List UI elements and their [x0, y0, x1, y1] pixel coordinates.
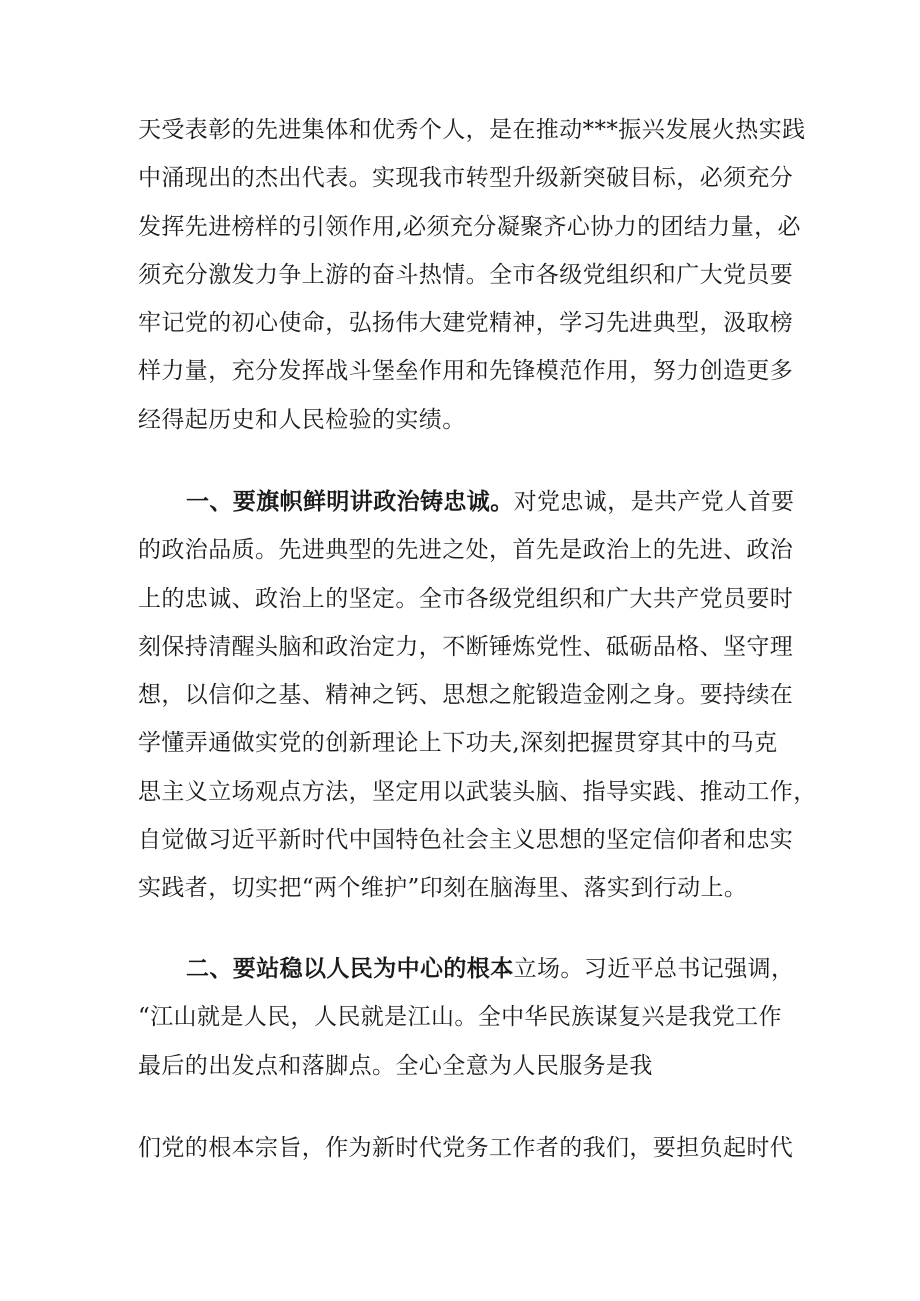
text-line: “江山就是人民，人民就是江山。全中华民族谋复兴是我党工作 — [138, 1004, 782, 1031]
text-line: 们党的根本宗旨，作为新时代党务工作者的我们，要担负起时代 — [138, 1135, 794, 1161]
text-line: 发挥先进榜样的引领作用,必须充分凝聚齐心协力的团结力量，必 — [138, 213, 801, 240]
text-line: 上的忠诚、政治上的坚定。全市各级党组织和广大共产党员要时 — [138, 585, 794, 612]
paragraph-first-line — [138, 945, 798, 993]
text-line: 中涌现出的杰出代表。实现我市转型升级新突破目标，必须充分 — [138, 165, 794, 192]
text-line: 最后的出发点和落脚点。全心全意为人民服务是我 — [138, 1052, 653, 1079]
text-line: 刻保持清醒头脑和政治定力，不断锤炼党性、砥砺品格、坚守理 — [138, 633, 794, 660]
text-line: 天受表彰的先进集体和优秀个人，是在推动***振兴发展火热实践 — [138, 117, 806, 143]
text-line: 实践者，切实把“两个维护”印刻在脑海里、落实到行动上。 — [138, 875, 748, 902]
paragraph-4 — [138, 1124, 798, 1172]
section-heading: 一、要旗帜鲜明讲政治铸忠诚。 — [186, 489, 514, 515]
text-line: 自觉做习近平新时代中国特色社会主义思想的坚定信仰者和忠实 — [138, 827, 794, 854]
text-line: 想，以信仰之基、精神之钙、思想之舵锻造金刚之身。要持续在 — [138, 682, 794, 709]
paragraph-first-line — [138, 478, 798, 526]
text-line: 学懂弄通做实党的创新理论上下功夫,深刻把握贯穿其中的马克 — [138, 730, 778, 757]
text-line: 经得起历史和人民检验的实绩。 — [138, 406, 466, 433]
text-line: 须充分激发力争上游的奋斗热情。全市各级党组织和广大党员要 — [138, 261, 794, 288]
paragraph-2 — [138, 478, 817, 913]
text-line: 样力量，充分发挥战斗堡垒作用和先锋模范作用，努力创造更多 — [138, 358, 794, 385]
text-line: 的政治品质。先进典型的先进之处，首先是政治上的先进、政治 — [138, 537, 794, 564]
paragraph-1 — [138, 106, 806, 444]
text-run: 对党忠诚，是共产党人首要 — [513, 489, 795, 515]
section-heading: 二、要站稳以人民为中心的根本 — [186, 956, 514, 982]
text-line: 思主义立场观点方法，坚定用以武装头脑、指导实践、推动工作， — [138, 778, 817, 805]
text-line: 牢记党的初心使命，弘扬伟大建党精神，学习先进典型，汲取榜 — [138, 310, 794, 337]
text-run: 立场。习近平总书记强调， — [513, 956, 795, 982]
paragraph-3 — [138, 945, 798, 1090]
